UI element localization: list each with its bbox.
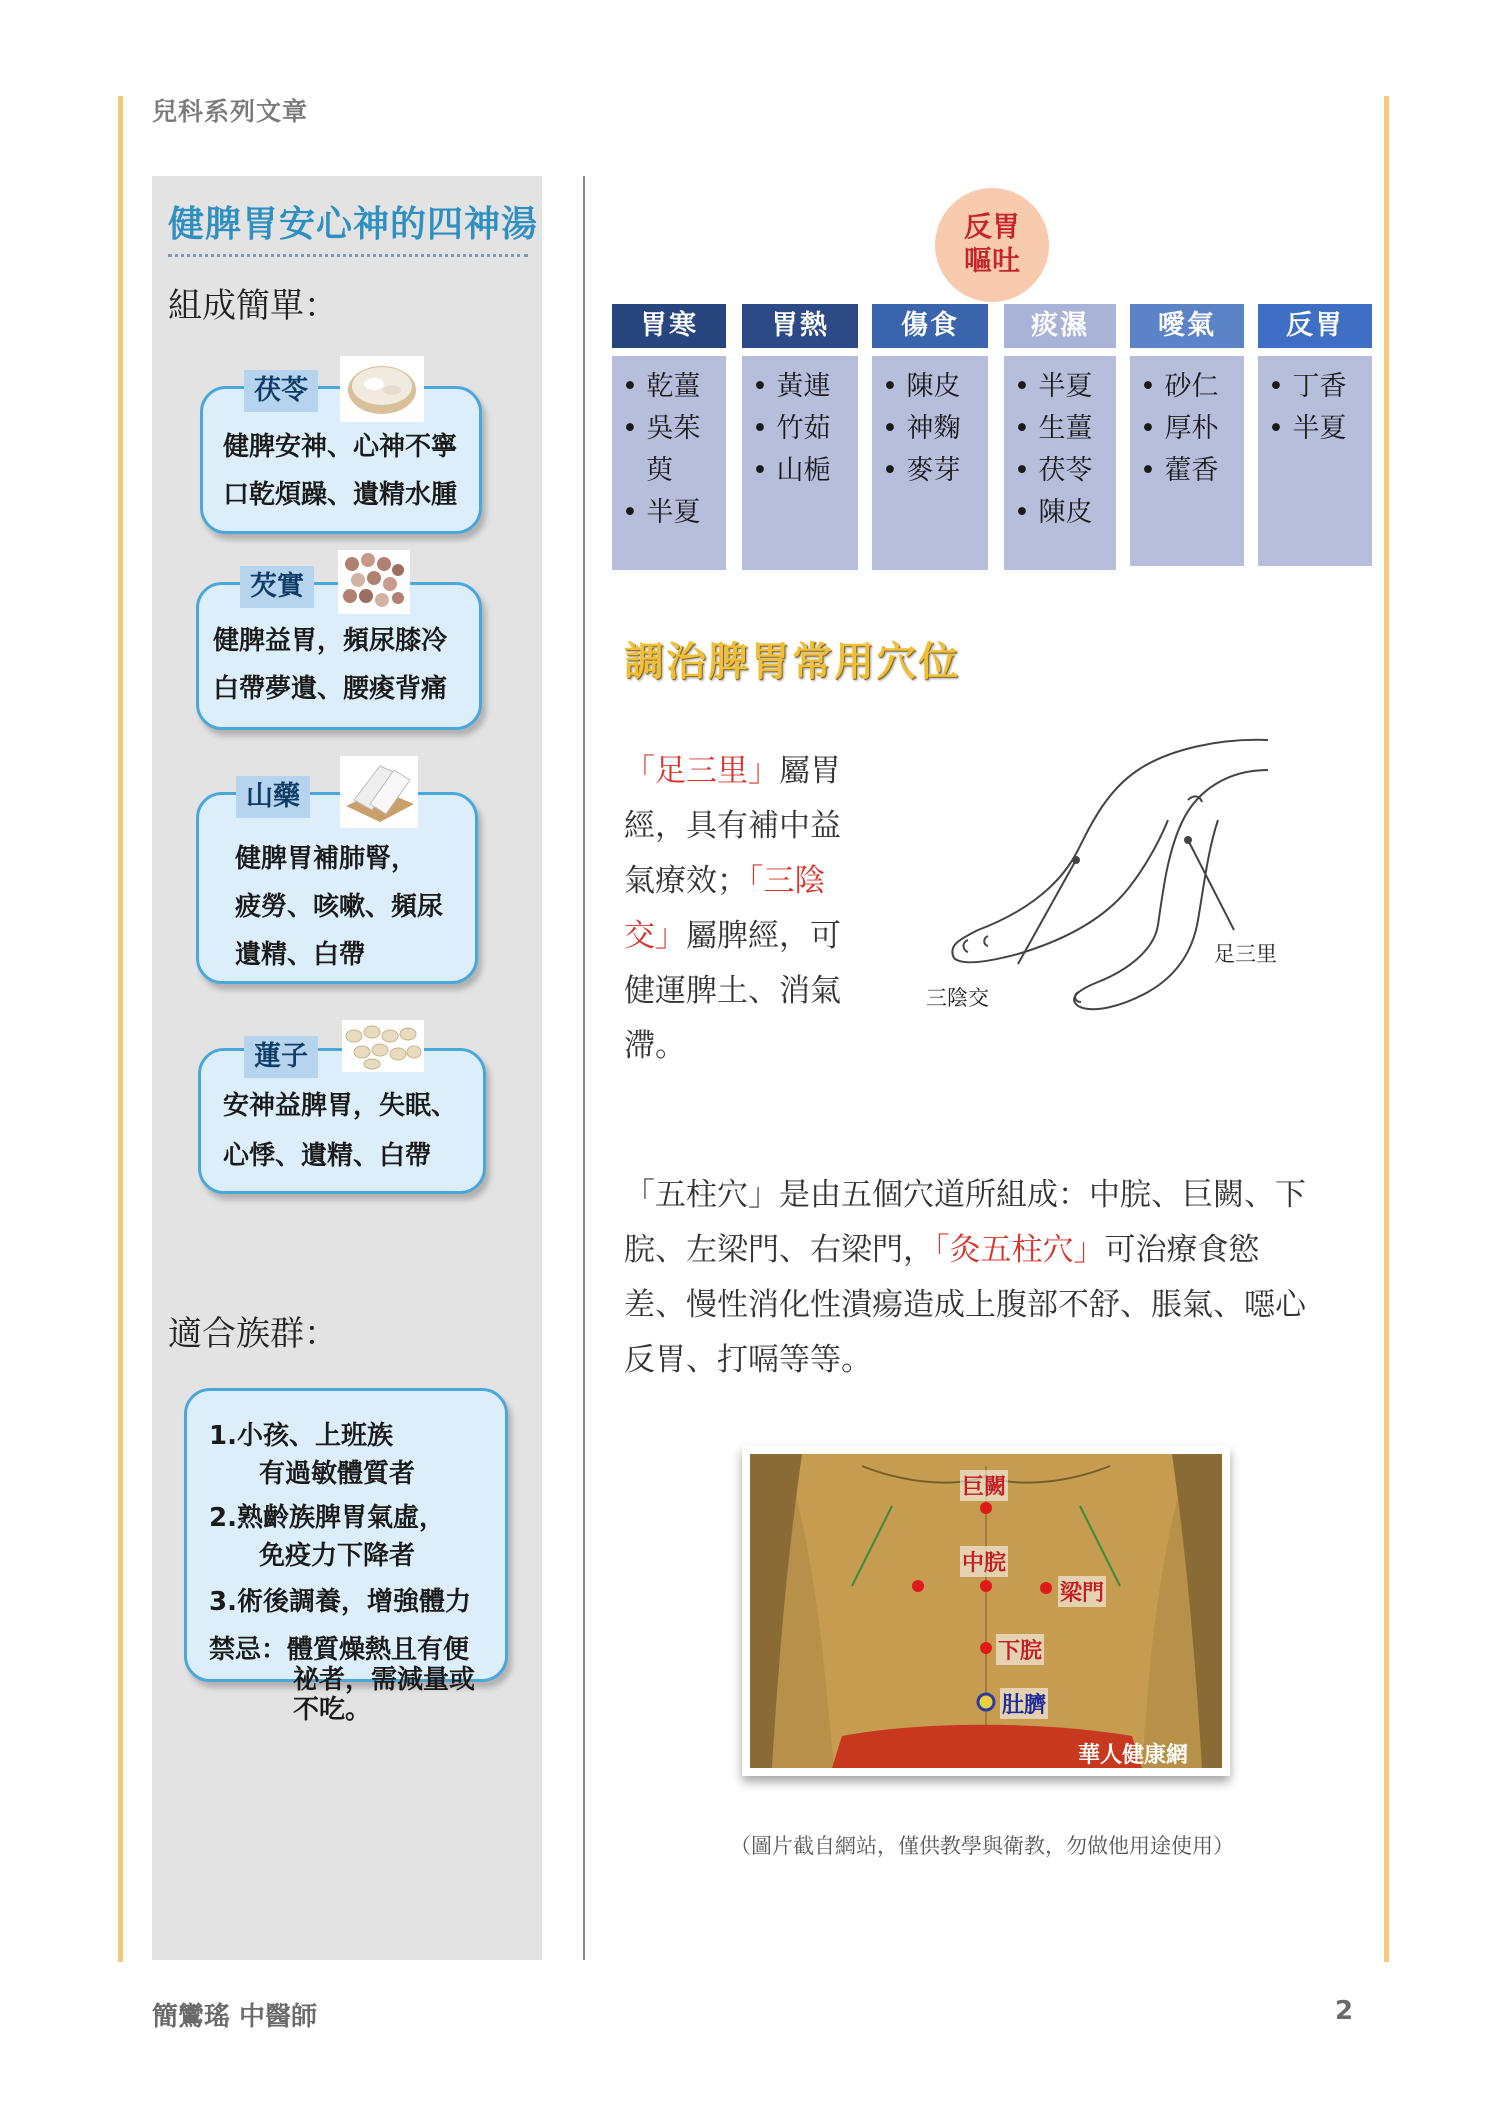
category-item: • 吳茱: [622, 413, 701, 444]
sidebar-title: 健脾胃安心神的四神湯: [168, 203, 539, 245]
category-item: • 竹茹: [752, 413, 831, 444]
audience-line: 免疫力下降者: [259, 1541, 416, 1571]
composition-heading: 組成簡單：: [168, 286, 338, 326]
category-item: • 半夏: [1014, 371, 1093, 402]
category-header-fanwei: 反胃: [1258, 304, 1372, 348]
audience-heading: 適合族群：: [168, 1314, 338, 1354]
lianzi-image: [342, 1020, 424, 1072]
audience-line: 禁忌：體質燥熱且有便: [209, 1635, 470, 1665]
juque-label: 巨闕: [960, 1470, 1008, 1501]
acupoints-title: 調治脾胃常用穴位: [624, 639, 960, 685]
category-item: • 黃連: [752, 371, 831, 402]
herb-desc-line: 安神益脾胃，失眠、: [223, 1091, 458, 1121]
herb-desc-line: 心悸、遺精、白帶: [223, 1141, 432, 1171]
fuling-image: [340, 356, 424, 422]
category-item: • 厚朴: [1140, 413, 1219, 444]
sanyinjiao-term: 「三陰: [748, 863, 826, 899]
text-span: 可治療食慾: [1104, 1232, 1260, 1268]
herb-desc-line: 健脾安神、心神不寧: [223, 432, 458, 462]
category-item: • 乾薑: [622, 371, 701, 402]
herb-desc-line: 白帶夢遺、腰痠背痛: [213, 674, 448, 704]
category-item: 萸: [646, 455, 673, 486]
text-line: 「五柱穴」是由五個穴道所組成：中脘、巨闕、下: [624, 1177, 1306, 1213]
category-item: • 山梔: [752, 455, 831, 486]
liangmen-label: 梁門: [1058, 1576, 1106, 1607]
footer-author: 簡鸞瑤 中醫師: [152, 2002, 318, 2032]
herb-desc-line: 口乾煩躁、遺精水腫: [223, 480, 458, 510]
category-header-weihan: 胃寒: [612, 304, 726, 348]
category-item: • 茯苓: [1014, 455, 1093, 486]
herb-card-shanyao: [196, 792, 478, 984]
text-line: 滯。: [624, 1028, 686, 1064]
herb-desc-line: 遺精、白帶: [235, 940, 366, 970]
herb-name-lianzi: 蓮子: [244, 1036, 318, 1078]
symptom-line: 嘔吐: [963, 244, 1020, 277]
category-list-weihan: [612, 356, 726, 570]
symptom-line: 反胃: [963, 210, 1020, 243]
category-item: • 藿香: [1140, 455, 1219, 486]
symptom-circle: [935, 188, 1049, 302]
category-list-weire: [742, 356, 858, 570]
category-list-tanshi: [1004, 356, 1116, 570]
herb-name-qianshi: 芡實: [240, 566, 314, 608]
audience-line: 有過敏體質者: [259, 1459, 416, 1489]
category-header-weire: 胃熱: [742, 304, 858, 348]
text-span: 屬胃: [779, 753, 841, 789]
text-line: 經，具有補中益: [624, 808, 841, 844]
qianshi-image: [338, 550, 410, 614]
wuzhu-paragraph: [624, 1168, 1364, 1388]
category-list-shangshi: [872, 356, 988, 570]
zhongwan-label: 中脘: [960, 1546, 1008, 1577]
herb-desc-line: 疲勞、咳嗽、頻尿: [235, 892, 444, 922]
herb-name-fuling: 茯苓: [244, 370, 318, 412]
category-item: • 神麴: [882, 413, 961, 444]
category-item: • 生薑: [1014, 413, 1093, 444]
page-number: 2: [1335, 1996, 1354, 2026]
category-list-fanwei: [1258, 356, 1372, 566]
zusanli-term: 「足三里」: [624, 753, 779, 789]
category-header-aiqi: 噯氣: [1130, 304, 1244, 348]
right-accent-line: [1384, 96, 1389, 1962]
category-item: • 半夏: [622, 497, 701, 528]
text-line: 反胃、打嗝等等。: [624, 1342, 872, 1378]
text-line: 差、慢性消化性潰瘍造成上腹部不舒、脹氣、噁心: [624, 1287, 1306, 1323]
category-item: • 陳皮: [882, 371, 961, 402]
sanyinjiao-term-end: 交」: [624, 918, 686, 954]
herb-desc-line: 健脾胃補肺腎，: [235, 844, 418, 874]
wuzhu-term: 「灸五柱穴」: [934, 1232, 1105, 1268]
photo-caption: （圖片截自網站，僅供教學與衛教，勿做他用途使用）: [730, 1834, 1234, 1858]
audience-line: 1.小孩、上班族: [209, 1421, 393, 1451]
category-header-shangshi: 傷食: [872, 304, 988, 348]
text-span: 屬脾經，可: [686, 918, 841, 954]
audience-line: 2.熟齡族脾胃氣虛，: [209, 1503, 445, 1533]
category-item: • 半夏: [1268, 413, 1347, 444]
navel-label: 肚臍: [1000, 1688, 1048, 1719]
text-line: 健運脾土、消氣: [624, 973, 841, 1009]
category-item: • 陳皮: [1014, 497, 1093, 528]
herb-desc-line: 健脾益胃，頻尿膝冷: [213, 626, 448, 656]
category-item: • 砂仁: [1140, 371, 1219, 402]
title-divider: [168, 254, 528, 257]
category-header-tanshi: 痰濕: [1004, 304, 1116, 348]
text-span: 脘、左梁門、右梁門，: [624, 1232, 934, 1268]
zusanli-label: 足三里: [1214, 942, 1277, 966]
audience-card: [184, 1388, 508, 1725]
audience-line: 不吃。: [293, 1695, 372, 1725]
zusanli-paragraph: [624, 744, 886, 1074]
column-divider: [583, 176, 585, 1960]
herb-name-shanyao: 山藥: [236, 776, 310, 818]
text-span: 氣療效；: [624, 863, 748, 899]
watermark-text: 華人健康網: [1078, 1743, 1189, 1768]
series-header: 兒科系列文章: [152, 97, 309, 126]
category-item: • 麥芽: [882, 455, 961, 486]
audience-line: 祕者，需減量或: [293, 1665, 476, 1695]
category-list-aiqi: [1130, 356, 1244, 566]
torso-acupoint-photo: [742, 1446, 1230, 1776]
left-accent-line: [118, 96, 123, 1962]
xiawan-label: 下脘: [996, 1634, 1044, 1665]
category-item: • 丁香: [1268, 371, 1347, 402]
shanyao-image: [340, 756, 418, 828]
audience-line: 3.術後調養，增強體力: [209, 1587, 471, 1617]
sanyinjiao-label: 三陰交: [926, 986, 989, 1010]
